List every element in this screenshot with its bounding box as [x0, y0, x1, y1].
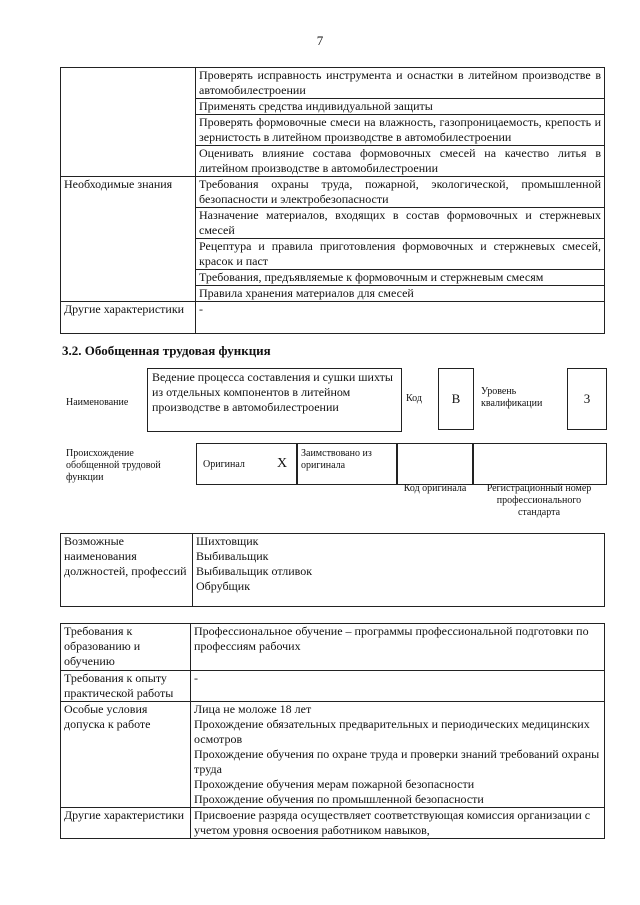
admission-item: Прохождение обучения по охране труда и проверки знаний требований охраны труда [194, 747, 600, 776]
skills-label-cell [61, 68, 196, 177]
positions-list [193, 534, 605, 607]
original-label: Оригинал [203, 459, 245, 470]
page-number: 7 [316, 33, 324, 48]
admission-list [191, 702, 605, 808]
position-item: Выбивальщик отливок [196, 564, 313, 578]
code-label: Код [406, 393, 422, 404]
name-label: Наименование [66, 397, 129, 408]
name-box [147, 368, 402, 432]
knowledge-item: Рецептура и правила приготовления формовочных и стержневых смесей, красок и паст [196, 239, 605, 270]
origin-label: Происхождение обобщенной трудовой функции [66, 448, 161, 483]
experience-label: Требования к опыту практической работы [61, 671, 191, 702]
section-title: 3.2. Обобщенная трудовая функция [62, 343, 271, 358]
level-label: Уровень квалификации [481, 386, 543, 409]
positions-table [60, 533, 605, 607]
skill-item: Применять средства индивидуальной защиты [196, 99, 605, 115]
registration-number-box [472, 443, 607, 485]
level-value: 3 [583, 391, 591, 406]
knowledge-item: Требования охраны труда, пожарной, экологической, промышленной безопасности и электробезопасности [196, 177, 605, 208]
other-characteristics-label: Другие характеристики [61, 808, 191, 839]
borrowed-label: Заимствовано из оригинала [301, 448, 372, 471]
admission-item: Прохождение обучения по промышленной безопасности [194, 792, 484, 806]
other-characteristics-value: Присвоение разряда осуществляет соответствующая комиссия организации с учетом уровня освоения работником навыков, [191, 808, 605, 839]
position-item: Выбивальщик [196, 549, 269, 563]
original-mark: X [277, 456, 288, 471]
skill-item: Проверять формовочные смеси на влажность, газопроницаемость, крепость и зернистость в литейном производстве в автомобилестроении [196, 115, 605, 146]
knowledge-item: Назначение материалов, входящих в состав формовочных и стержневых смесей [196, 208, 605, 239]
function-name: Ведение процесса составления и сушки шихты из отдельных компонентов в литейном производстве в автомобилестроении [152, 370, 393, 414]
experience-value: - [191, 671, 605, 702]
position-item: Обрубщик [196, 579, 251, 593]
knowledge-item: Требования, предъявляемые к формовочным и стержневым смесям [196, 270, 605, 286]
other-characteristics-label: Другие характеристики [61, 302, 196, 334]
code-value: B [451, 391, 461, 406]
education-value: Профессиональное обучение – программы профессиональной подготовки по профессиям рабочих [191, 624, 605, 671]
original-box [196, 443, 298, 485]
admission-label: Особые условия допуска к работе [61, 702, 191, 808]
positions-label: Возможные наименования должностей, профессий [61, 534, 193, 607]
education-label: Требования к образованию и обучению [61, 624, 191, 671]
requirements-table [60, 623, 605, 839]
skills-knowledge-table [60, 67, 605, 334]
other-characteristics-value: - [196, 302, 605, 334]
admission-item: Лица не моложе 18 лет [194, 702, 312, 716]
admission-item: Прохождение обязательных предварительных и периодических медицинских осмотров [194, 717, 590, 746]
code-box [438, 368, 474, 430]
knowledge-item: Правила хранения материалов для смесей [196, 286, 605, 302]
knowledge-label: Необходимые знания [61, 177, 196, 302]
code-original-caption: Код оригинала [403, 483, 467, 494]
registration-number-caption: Регистрационный номер профессионального стандарта [486, 483, 592, 518]
level-box [567, 368, 607, 430]
skill-item: Оценивать влияние состава формовочных смесей на качество литья в литейном производстве в автомобилестроении [196, 146, 605, 177]
position-item: Шихтовщик [196, 534, 259, 548]
original-code-box [396, 443, 474, 485]
admission-item: Прохождение обучения мерам пожарной безопасности [194, 777, 475, 791]
skill-item: Проверять исправность инструмента и оснастки в литейном производстве в автомобилестроении [196, 68, 605, 99]
borrowed-box [296, 443, 398, 485]
